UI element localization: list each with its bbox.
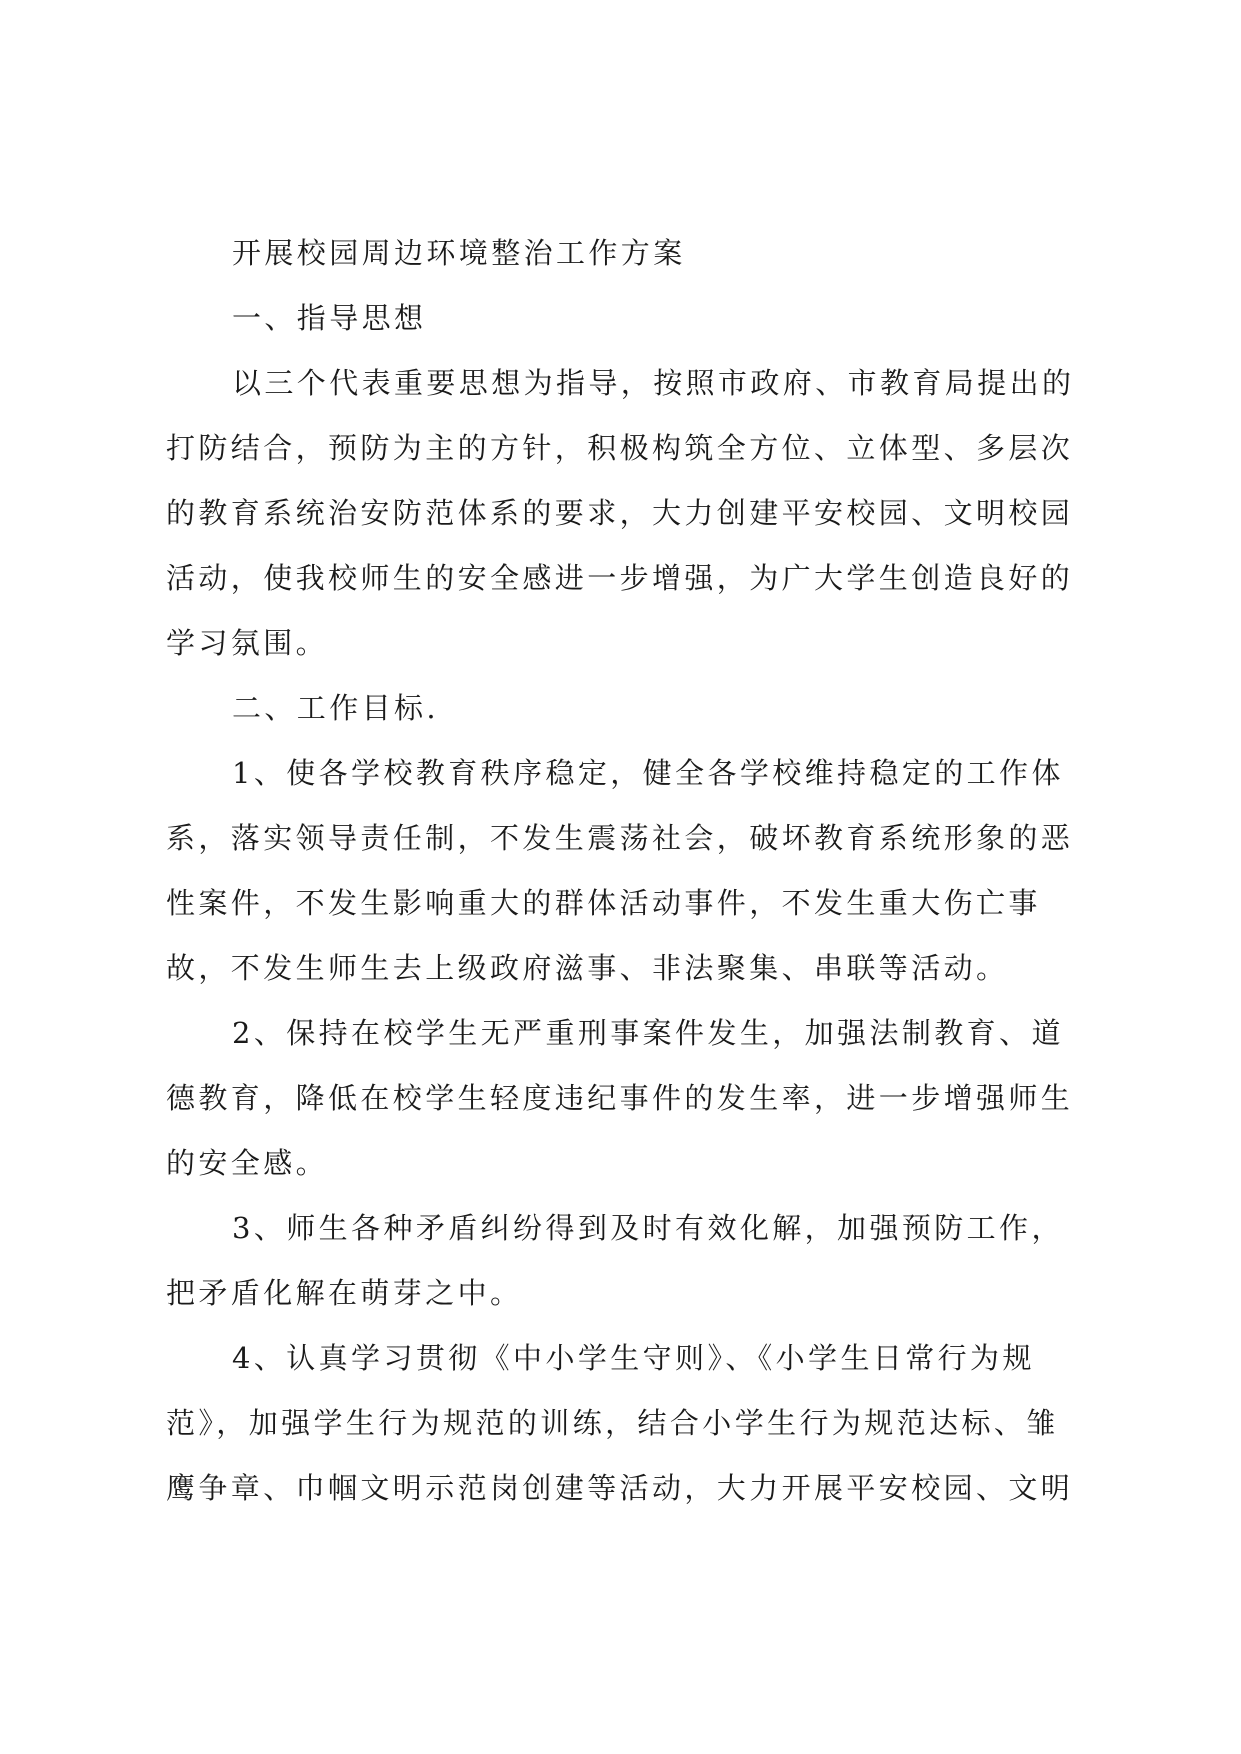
document-title: 开展校园周边环境整治工作方案	[232, 236, 686, 270]
paragraph-line: 3、师生各种矛盾纠纷得到及时有效化解，加强预防工作，	[232, 1211, 1064, 1245]
paragraph-line: 鹰争章、巾帼文明示范岗创建等活动，大力开展平安校园、文明	[166, 1471, 1074, 1505]
paragraph-line: 学习氛围。	[166, 626, 329, 660]
paragraph-line: 4、认真学习贯彻《中小学生守则》、《小学生日常行为规	[232, 1341, 1035, 1375]
paragraph-line: 故，不发生师生去上级政府滋事、非法聚集、串联等活动。	[166, 951, 1009, 985]
paragraph-line: 把矛盾化解在萌芽之中。	[166, 1276, 523, 1310]
paragraph-line: 的安全感。	[166, 1146, 329, 1180]
paragraph-line: 德教育，降低在校学生轻度违纪事件的发生率，进一步增强师生	[166, 1081, 1074, 1115]
paragraph-line: 活动，使我校师生的安全感进一步增强，为广大学生创造良好的	[166, 561, 1074, 595]
paragraph-line: 1、使各学校教育秩序稳定，健全各学校维持稳定的工作体	[232, 756, 1064, 790]
paragraph-line: 范》，加强学生行为规范的训练，结合小学生行为规范达标、雏	[166, 1406, 1059, 1440]
section1-heading: 一、指导思想	[232, 301, 427, 335]
paragraph-line: 系，落实领导责任制，不发生震荡社会，破坏教育系统形象的恶	[166, 821, 1074, 855]
paragraph-line: 2、保持在校学生无严重刑事案件发生，加强法制教育、道	[232, 1016, 1064, 1050]
paragraph-line: 打防结合，预防为主的方针，积极构筑全方位、立体型、多层次	[166, 431, 1074, 465]
paragraph-line: 性案件，不发生影响重大的群体活动事件，不发生重大伤亡事	[166, 886, 1041, 920]
paragraph-line: 以三个代表重要思想为指导，按照市政府、市教育局提出的	[232, 366, 1075, 400]
paragraph-line: 的教育系统治安防范体系的要求，大力创建平安校园、文明校园	[166, 496, 1074, 530]
section2-heading: 二、工作目标.	[232, 691, 440, 725]
